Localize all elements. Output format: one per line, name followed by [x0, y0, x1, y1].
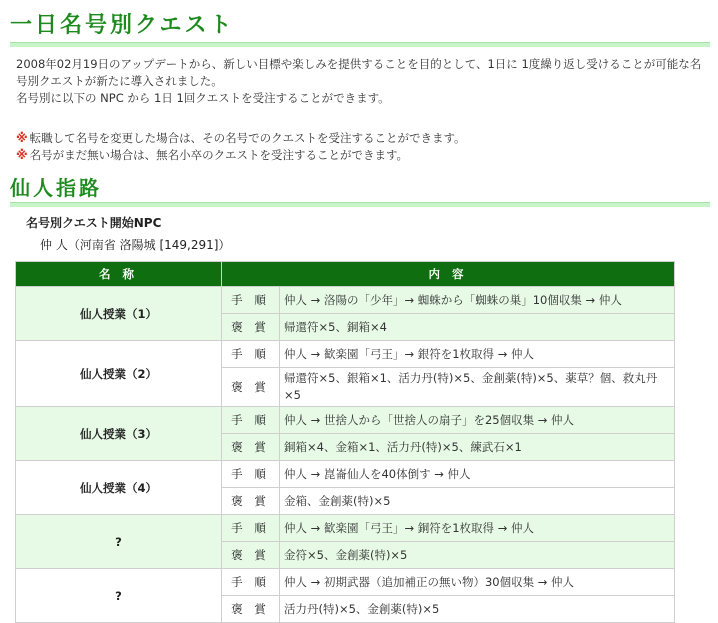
- step-content: 仲人 → 崑崙仙人を40体倒す → 仲人: [280, 461, 675, 488]
- quest-name: 仙人授業（1）: [16, 287, 222, 341]
- page-heading: [10, 8, 710, 47]
- header-name: 名 称: [16, 262, 222, 287]
- table-row: [16, 569, 675, 596]
- note-text: 転職して名号を変更した場合は、その名号でのクエストを受注することができます。: [29, 131, 466, 145]
- step-label: 手 順: [222, 341, 280, 368]
- quest-name: ?: [16, 569, 222, 623]
- step-content: 仲人 → 歓楽園「弓王」→ 銅符を1枚取得 → 仲人: [280, 515, 675, 542]
- quest-name: 仙人授業（2）: [16, 341, 222, 407]
- table-row: [16, 461, 675, 488]
- note-mark-icon: ※: [16, 148, 28, 162]
- reward-content: 金箱、金創薬(特)×5: [280, 488, 675, 515]
- reward-label: 褒 賞: [222, 542, 280, 569]
- heading-rule: [10, 42, 710, 47]
- quest-name: 仙人授業（4）: [16, 461, 222, 515]
- table-row: [16, 287, 675, 314]
- quest-name: ?: [16, 515, 222, 569]
- note-text: 名号がまだ無い場合は、無名小卒のクエストを受注することができます。: [29, 148, 409, 162]
- reward-label: 褒 賞: [222, 368, 280, 407]
- step-label: 手 順: [222, 461, 280, 488]
- table-header-row: [16, 262, 675, 287]
- npc-location: 仲 人（河南省 洛陽城 [149,291]）: [40, 238, 231, 252]
- notes: [16, 130, 706, 164]
- reward-content: 活力丹(特)×5、金創薬(特)×5: [280, 596, 675, 623]
- quest-table: [15, 261, 675, 623]
- step-label: 手 順: [222, 407, 280, 434]
- reward-content: 帰還符×5、銀箱×1、活力丹(特)×5、金創薬(特)×5、薬草？個、救丸丹×5: [280, 368, 675, 407]
- reward-label: 褒 賞: [222, 314, 280, 341]
- reward-content: 帰還符×5、銅箱×4: [280, 314, 675, 341]
- intro-text: [16, 56, 706, 107]
- page-title: 一日名号別クエスト: [10, 12, 235, 38]
- note-2: [16, 147, 706, 164]
- table-row: [16, 407, 675, 434]
- reward-label: 褒 賞: [222, 434, 280, 461]
- note-1: [16, 130, 706, 147]
- npc-heading: 名号別クエスト開始NPC: [26, 216, 162, 230]
- section-rule: [10, 202, 710, 207]
- reward-label: 褒 賞: [222, 488, 280, 515]
- section-title: 仙人指路: [10, 176, 102, 200]
- step-content: 仲人 → 歓楽園「弓王」→ 銀符を1枚取得 → 仲人: [280, 341, 675, 368]
- intro-paragraph-2: 名号別に以下の NPC から 1日 1回クエストを受注することができます。: [16, 91, 390, 105]
- reward-content: 金符×5、金創薬(特)×5: [280, 542, 675, 569]
- section-heading: [10, 174, 710, 207]
- header-content: 内 容: [222, 262, 675, 287]
- step-content: 仲人 → 洛陽の「少年」→ 蜘蛛から「蜘蛛の巣」10個収集 → 仲人: [280, 287, 675, 314]
- note-mark-icon: ※: [16, 131, 28, 145]
- step-content: 仲人 → 世捨人から「世捨人の扇子」を25個収集 → 仲人: [280, 407, 675, 434]
- intro-paragraph-1: 2008年02月19日のアップデートから、新しい目標や楽しみを提供することを目的として、1日に 1度繰り返し受けることが可能な名号別クエストが新たに導入されました。: [16, 57, 702, 88]
- step-content: 仲人 → 初期武器（追加補正の無い物）30個収集 → 仲人: [280, 569, 675, 596]
- step-label: 手 順: [222, 569, 280, 596]
- reward-label: 褒 賞: [222, 596, 280, 623]
- reward-content: 銅箱×4、金箱×1、活力丹(特)×5、練武石×1: [280, 434, 675, 461]
- table-row: [16, 515, 675, 542]
- quest-name: 仙人授業（3）: [16, 407, 222, 461]
- step-label: 手 順: [222, 515, 280, 542]
- table-row: [16, 341, 675, 368]
- step-label: 手 順: [222, 287, 280, 314]
